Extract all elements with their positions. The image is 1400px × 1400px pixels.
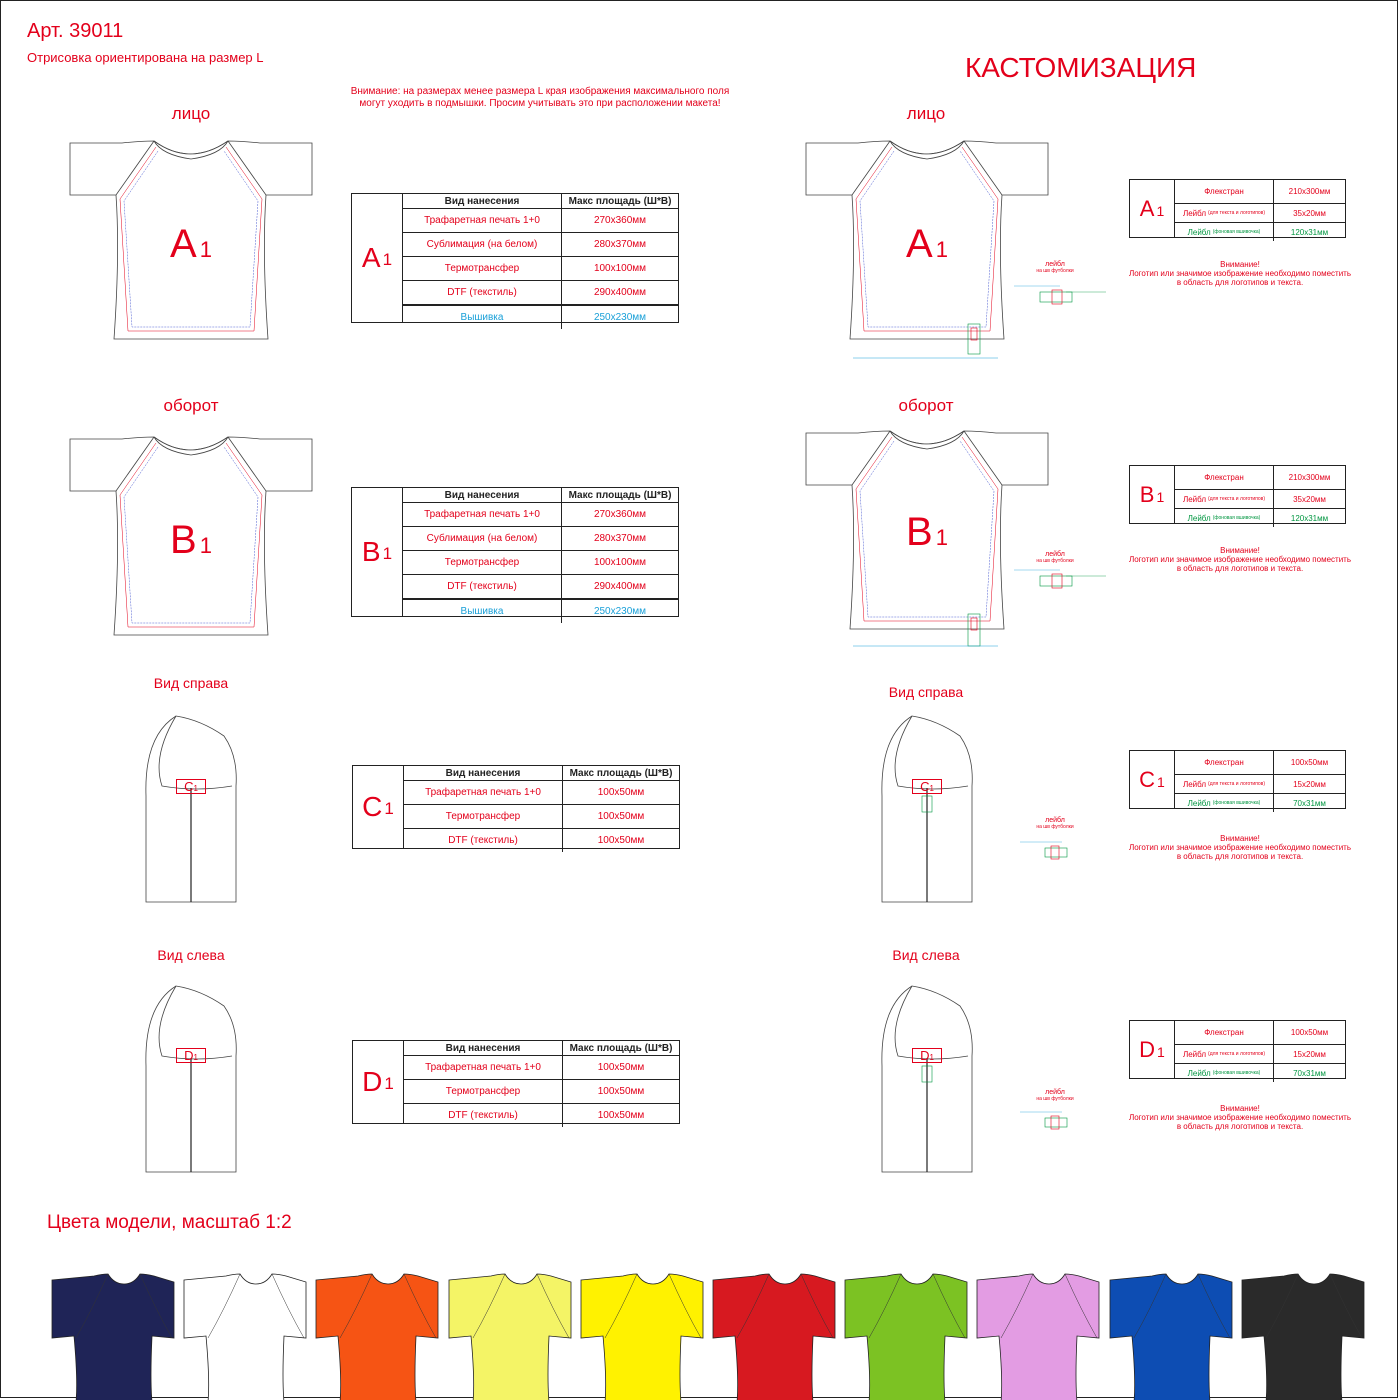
label-left-right: Вид слева bbox=[892, 947, 960, 963]
flex-size: 100x50мм bbox=[1290, 758, 1329, 767]
method-cell: Вышивка bbox=[403, 600, 562, 623]
method-cell: DTF (текстиль) bbox=[404, 829, 563, 852]
method-cell: Сублимация (на белом) bbox=[403, 527, 562, 550]
label-text-cell: Лейбл (для текста и логотипов) bbox=[1175, 1045, 1274, 1063]
zone-box-d-left: D1 bbox=[176, 1048, 206, 1063]
tee-left-right bbox=[882, 986, 972, 1172]
label-text-cell: Лейбл (для текста и логотипов) bbox=[1175, 490, 1274, 508]
spec-table-header bbox=[404, 766, 679, 781]
table-row bbox=[1175, 1064, 1345, 1082]
label-caption-d: лейбл на шв футболки bbox=[1036, 1089, 1074, 1102]
label-front-right: лицо bbox=[906, 104, 946, 123]
label-bg-size: 70x31мм bbox=[1293, 1068, 1326, 1078]
label-text-size: 35x20мм bbox=[1293, 208, 1326, 218]
attention-a: Внимание! Логотип или значимое изображение необходимо поместить в область для логотипов и текста. bbox=[1128, 260, 1351, 287]
color-swatch-tee bbox=[1110, 1274, 1232, 1400]
header-area: Макс площадь (Ш*В) bbox=[569, 767, 673, 779]
label-bg-cell: Лейбл (фоновая вшивочка) bbox=[1175, 1064, 1274, 1082]
spec-table-a-zone: A $_1$ bbox=[352, 194, 403, 322]
flex-label: Флекстран bbox=[1175, 1021, 1274, 1044]
color-swatch-tee bbox=[316, 1274, 438, 1400]
area-cell: 270x360мм bbox=[593, 215, 647, 226]
custom-table-a bbox=[1129, 179, 1346, 238]
flex-size: 210x300мм bbox=[1288, 187, 1331, 196]
label-right-right: Вид справа bbox=[888, 684, 964, 700]
table-row bbox=[404, 805, 679, 829]
header-method: Вид нанесения bbox=[404, 1041, 563, 1055]
method-cell: DTF (текстиль) bbox=[403, 575, 562, 598]
method-cell: Термотрансфер bbox=[404, 805, 563, 828]
table-row bbox=[404, 1056, 679, 1080]
color-swatch-tee bbox=[52, 1274, 174, 1400]
zone-box-c-right: C1 bbox=[912, 779, 942, 794]
area-cell: 280x370мм bbox=[593, 533, 647, 544]
label-text-size: 15x20мм bbox=[1293, 779, 1326, 789]
mini-schematic-d bbox=[1020, 1112, 1067, 1129]
area-cell: 100x100мм bbox=[593, 557, 647, 568]
label-bg-size: 70x31мм bbox=[1293, 798, 1326, 808]
table-row bbox=[1175, 509, 1345, 527]
flex-label: Флекстран bbox=[1175, 180, 1274, 203]
spec-table-a bbox=[351, 193, 679, 323]
label-left-left: Вид слева bbox=[157, 947, 225, 963]
zone-letter-b-right: B 1 bbox=[906, 510, 948, 554]
header-area: Макс площадь (Ш*В) bbox=[568, 195, 672, 207]
custom-table-d-zone: D $_1$ bbox=[1130, 1021, 1175, 1078]
color-swatches bbox=[52, 1274, 1364, 1400]
tee-right-left bbox=[146, 716, 236, 902]
table-row bbox=[1175, 794, 1345, 812]
table-row bbox=[1175, 180, 1345, 204]
area-cell: 280x370мм bbox=[593, 239, 647, 250]
zone-box-c-left: C1 bbox=[176, 779, 206, 794]
method-cell: Вышивка bbox=[403, 306, 562, 329]
table-row bbox=[403, 257, 678, 281]
label-text-size: 15x20мм bbox=[1293, 1049, 1326, 1059]
mini-schematic-b bbox=[1014, 570, 1106, 588]
zone-box-d-right: D1 bbox=[912, 1048, 942, 1063]
table-row bbox=[1175, 223, 1345, 241]
table-row bbox=[404, 1104, 679, 1127]
spec-table-c-zone: C $_1$ bbox=[353, 766, 404, 848]
area-cell: 250x230мм bbox=[593, 606, 647, 617]
color-swatch-tee bbox=[449, 1274, 571, 1400]
method-cell: Термотрансфер bbox=[404, 1080, 563, 1103]
custom-table-a-zone: A $_1$ bbox=[1130, 180, 1175, 237]
header-method: Вид нанесения bbox=[404, 766, 563, 780]
method-cell: Трафаретная печать 1+0 bbox=[404, 1056, 563, 1079]
tee-left-left bbox=[146, 986, 236, 1172]
flex-label: Флекстран bbox=[1175, 466, 1274, 489]
size-note: Отрисовка ориентирована на размер L bbox=[27, 50, 264, 65]
label-caption-a: лейбл на шв футболки bbox=[1036, 261, 1074, 274]
table-row bbox=[403, 527, 678, 551]
attention-d: Внимание! Логотип или значимое изображение необходимо поместить в область для логотипов и текста. bbox=[1128, 1104, 1351, 1131]
color-swatch-tee bbox=[581, 1274, 703, 1400]
area-cell: 250x230мм bbox=[593, 312, 647, 323]
header-area: Макс площадь (Ш*В) bbox=[568, 489, 672, 501]
label-right-left: Вид справа bbox=[153, 675, 229, 691]
label-text-cell: Лейбл (для текста и логотипов) bbox=[1175, 775, 1274, 793]
table-row bbox=[403, 281, 678, 306]
table-row bbox=[403, 233, 678, 257]
method-cell: Трафаретная печать 1+0 bbox=[403, 503, 562, 526]
size-warning-line-1: Внимание: на размерах менее размера L края изображения максимального поля bbox=[350, 86, 730, 97]
spec-table-header bbox=[403, 194, 678, 209]
label-caption-b: лейбл на шв футболки bbox=[1036, 551, 1074, 564]
spec-table-b-zone: B $_1$ bbox=[352, 488, 403, 616]
method-cell: Трафаретная печать 1+0 bbox=[404, 781, 563, 804]
table-row bbox=[403, 306, 678, 329]
attention-c: Внимание! Логотип или значимое изображение необходимо поместить в область для логотипов и текста. bbox=[1128, 834, 1351, 861]
method-cell: Трафаретная печать 1+0 bbox=[403, 209, 562, 232]
color-swatch-tee bbox=[977, 1274, 1099, 1400]
custom-table-c-zone: C $_1$ bbox=[1130, 751, 1175, 808]
label-bg-cell: Лейбл (фоновая вшивочка) bbox=[1175, 794, 1274, 812]
flex-size: 210x300мм bbox=[1288, 473, 1331, 482]
custom-table-c bbox=[1129, 750, 1346, 809]
zone-letter-a-right: A 1 bbox=[906, 222, 948, 266]
flex-size: 100x50мм bbox=[1290, 1028, 1329, 1037]
size-warning-line-2: могут уходить в подмышки. Просим учитывать это при расположении макета! bbox=[359, 98, 721, 109]
area-cell: 290x400мм bbox=[593, 581, 647, 592]
table-row bbox=[403, 575, 678, 600]
label-bg-size: 120x31мм bbox=[1290, 227, 1329, 237]
method-cell: DTF (текстиль) bbox=[403, 281, 562, 304]
method-cell: Термотрансфер bbox=[403, 551, 562, 574]
table-row bbox=[1175, 204, 1345, 223]
attention-b: Внимание! Логотип или значимое изображение необходимо поместить в область для логотипов и текста. bbox=[1128, 546, 1351, 573]
area-cell: 290x400мм bbox=[593, 287, 647, 298]
area-cell: 100x50мм bbox=[597, 1110, 645, 1121]
custom-table-d bbox=[1129, 1020, 1346, 1079]
method-cell: Сублимация (на белом) bbox=[403, 233, 562, 256]
label-back-left: оборот bbox=[163, 396, 219, 415]
spec-table-d bbox=[352, 1040, 680, 1124]
flex-label: Флекстран bbox=[1175, 751, 1274, 774]
mini-schematic-c bbox=[1020, 842, 1067, 859]
label-text-cell: Лейбл (для текста и логотипов) bbox=[1175, 204, 1274, 222]
table-row bbox=[403, 600, 678, 623]
method-cell: DTF (текстиль) bbox=[404, 1104, 563, 1127]
label-back-right: оборот bbox=[898, 396, 954, 415]
custom-table-b bbox=[1129, 465, 1346, 524]
color-swatch-tee bbox=[845, 1274, 967, 1400]
area-cell: 100x50мм bbox=[597, 1062, 645, 1073]
table-row bbox=[1175, 1021, 1345, 1045]
table-row bbox=[1175, 466, 1345, 490]
header-method: Вид нанесения bbox=[403, 194, 562, 208]
header-area: Макс площадь (Ш*В) bbox=[569, 1042, 673, 1054]
label-front-left: лицо bbox=[171, 104, 211, 123]
table-row bbox=[403, 551, 678, 575]
spec-table-d-zone: D $_1$ bbox=[353, 1041, 404, 1123]
zone-letter-b-left: B 1 bbox=[170, 518, 212, 562]
customization-title: КАСТОМИЗАЦИЯ bbox=[965, 52, 1197, 83]
mini-schematic-a bbox=[1014, 286, 1106, 304]
custom-table-b-zone: B $_1$ bbox=[1130, 466, 1175, 523]
zone-letter-a-left: A 1 bbox=[170, 222, 212, 266]
table-row bbox=[403, 209, 678, 233]
table-row bbox=[404, 829, 679, 852]
colors-title: Цвета модели, масштаб 1:2 bbox=[47, 1212, 292, 1233]
color-swatch-tee bbox=[713, 1274, 835, 1400]
color-swatch-tee bbox=[1242, 1274, 1364, 1400]
table-row bbox=[1175, 490, 1345, 509]
tee-right-right bbox=[882, 716, 972, 902]
spec-table-header bbox=[403, 488, 678, 503]
article-number: Арт. 39011 bbox=[27, 20, 124, 42]
table-row bbox=[1175, 751, 1345, 775]
area-cell: 270x360мм bbox=[593, 509, 647, 520]
label-bg-cell: Лейбл (фоновая вшивочка) bbox=[1175, 509, 1274, 527]
label-caption-c: лейбл на шв футболки bbox=[1036, 817, 1074, 830]
spec-table-b bbox=[351, 487, 679, 617]
header-method: Вид нанесения bbox=[403, 488, 562, 502]
table-row bbox=[403, 503, 678, 527]
area-cell: 100x50мм bbox=[597, 787, 645, 798]
label-bg-cell: Лейбл (фоновая вшивочка) bbox=[1175, 223, 1274, 241]
area-cell: 100x100мм bbox=[593, 263, 647, 274]
table-row bbox=[1175, 775, 1345, 794]
area-cell: 100x50мм bbox=[597, 835, 645, 846]
label-text-size: 35x20мм bbox=[1293, 494, 1326, 504]
table-row bbox=[404, 781, 679, 805]
spec-table-c bbox=[352, 765, 680, 849]
color-swatch-tee bbox=[184, 1274, 306, 1400]
table-row bbox=[1175, 1045, 1345, 1064]
method-cell: Термотрансфер bbox=[403, 257, 562, 280]
spec-table-header bbox=[404, 1041, 679, 1056]
label-bg-size: 120x31мм bbox=[1290, 513, 1329, 523]
area-cell: 100x50мм bbox=[597, 811, 645, 822]
area-cell: 100x50мм bbox=[597, 1086, 645, 1097]
table-row bbox=[404, 1080, 679, 1104]
